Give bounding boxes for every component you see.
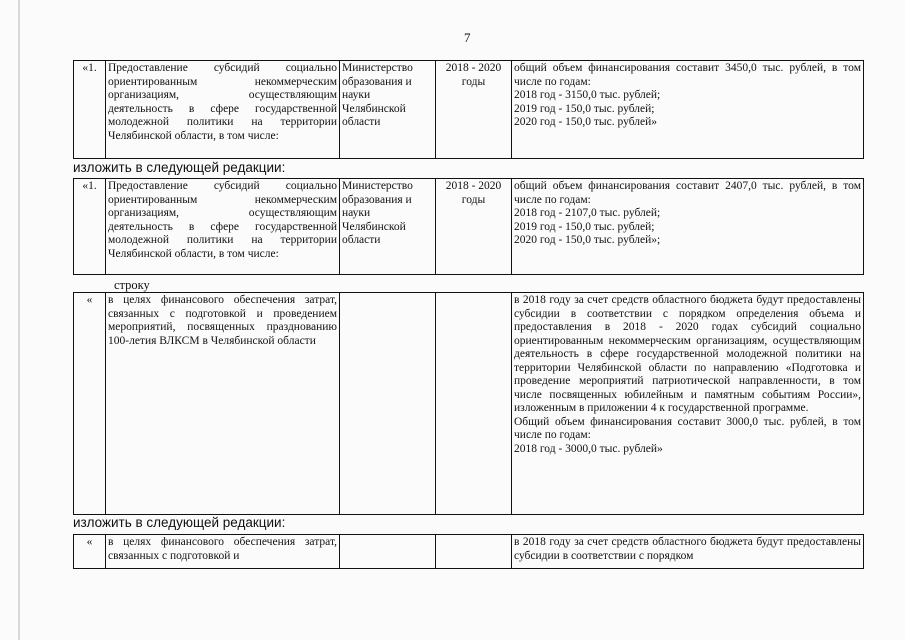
funding-year: 2020 год - 150,0 тыс. рублей» <box>514 116 658 128</box>
row-number: « <box>74 293 106 515</box>
program-table-new <box>73 178 864 275</box>
period-years: 2018 - 2020 годы <box>436 179 512 275</box>
instruction-label: изложить в следующей редакции: <box>73 515 286 530</box>
funding-description <box>512 179 864 275</box>
program-table-row-old <box>73 292 864 515</box>
funding-details: в 2018 году за счет средств областного бюджета будут предоставлены субсидии в соответствии с порядком <box>514 536 861 562</box>
event-name: Предоставление субсидий социально ориентированным некоммерческим организациям, осуществляющим деятельность в сфере государственной молодежной политики на территории Челябинской области, в том числе: <box>106 61 340 159</box>
funding-year: 2018 год - 3150,0 тыс. рублей; <box>514 89 661 101</box>
row-number: «1. <box>74 179 106 275</box>
funding-year: 2020 год - 150,0 тыс. рублей»; <box>514 234 661 246</box>
table-row <box>74 535 864 569</box>
responsible-ministry: Министерство образования и науки Челябинской области <box>340 61 436 159</box>
responsible-ministry <box>340 293 436 515</box>
event-name: в целях финансового обеспечения затрат, связанных с подготовкой и проведением мероприятий, посвященных празднованию 100-летия ВЛКСМ в Челябинской области <box>106 293 340 515</box>
scan-edge <box>18 0 20 640</box>
funding-year: 2018 год - 3000,0 тыс. рублей» <box>514 442 663 455</box>
funding-total: Общий объем финансирования составит 3000,0 тыс. рублей, в том числе по годам: <box>514 415 861 441</box>
program-table-row-new <box>73 534 864 569</box>
page-number: 7 <box>464 30 471 45</box>
instruction-label: строку <box>114 278 150 292</box>
funding-description <box>512 293 864 515</box>
program-table-old <box>73 60 864 159</box>
table-row <box>74 179 864 275</box>
funding-year: 2018 год - 2107,0 тыс. рублей; <box>514 207 661 219</box>
instruction-label: изложить в следующей редакции: <box>73 160 286 175</box>
period-years <box>436 535 512 569</box>
table-row <box>74 293 864 515</box>
row-number: «1. <box>74 61 106 159</box>
funding-description <box>512 61 864 159</box>
funding-details: в 2018 году за счет средств областного бюджета будут предоставлены субсидии в соответствии с порядком определения объема и предоставления в 2018 - 2020 годах субсидий социально ориентированным некоммерческим организациям, осуществляющим деятельность в сфере государственной молодежной политики на территории Челябинской области по направлению «Подготовка и проведение мероприятий патриотической направленности, в том числе посвященных юбилейным и памятным событиям России», изложенным в приложении 4 к государственной программе. <box>514 294 861 414</box>
period-years <box>436 293 512 515</box>
period-years: 2018 - 2020 годы <box>436 61 512 159</box>
row-number: « <box>74 535 106 569</box>
table-row <box>74 61 864 159</box>
funding-total: общий объем финансирования составит 2407,0 тыс. рублей, в том числе по годам: <box>514 180 861 206</box>
responsible-ministry: Министерство образования и науки Челябинской области <box>340 179 436 275</box>
event-name: Предоставление субсидий социально ориентированным некоммерческим организациям, осуществляющим деятельность в сфере государственной молодежной политики на территории Челябинской области, в том числе: <box>106 179 340 275</box>
event-name: в целях финансового обеспечения затрат, связанных с подготовкой и <box>106 535 340 569</box>
funding-total: общий объем финансирования составит 3450,0 тыс. рублей, в том числе по годам: <box>514 62 861 88</box>
funding-year: 2019 год - 150,0 тыс. рублей; <box>514 220 655 233</box>
funding-year: 2019 год - 150,0 тыс. рублей; <box>514 102 655 115</box>
responsible-ministry <box>340 535 436 569</box>
funding-description <box>512 535 864 569</box>
